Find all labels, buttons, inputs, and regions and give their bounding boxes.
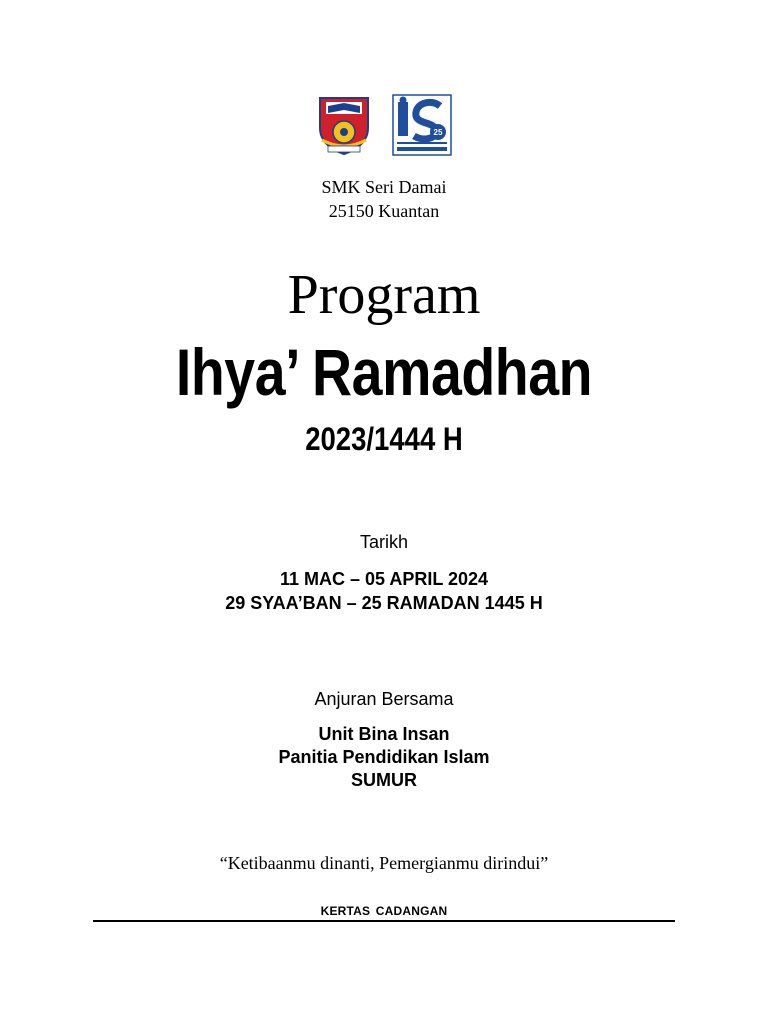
school-crest-icon	[316, 94, 372, 156]
organizer-sumur: SUMUR	[351, 770, 417, 790]
anniversary-25-logo-icon	[392, 94, 452, 156]
school-name: SMK Seri Damai	[321, 177, 447, 197]
organizer-committee: Panitia Pendidikan Islam	[278, 747, 490, 767]
footer-divider	[93, 920, 675, 922]
anniversary-number: 25	[433, 128, 443, 137]
organizer-unit: Unit Bina Insan	[318, 724, 450, 744]
organizers-label: Anjuran Bersama	[314, 689, 454, 709]
program-title: Ihya’ Ramadhan	[175, 335, 593, 409]
school-address: 25150 Kuantan	[328, 201, 440, 221]
date-hijri: 29 SYAA’BAN – 25 RAMADAN 1445 H	[225, 593, 543, 613]
date-gregorian: 11 MAC – 05 APRIL 2024	[279, 569, 489, 589]
logo-row	[0, 94, 768, 158]
footer-label: KERTAS CADANGAN	[320, 904, 448, 918]
program-word: Program	[287, 264, 481, 326]
date-label: Tarikh	[359, 532, 408, 552]
quote: “Ketibaanmu dinanti, Pemergianmu dirindui”	[219, 853, 549, 873]
program-year: 2023/1444 H	[305, 421, 463, 457]
